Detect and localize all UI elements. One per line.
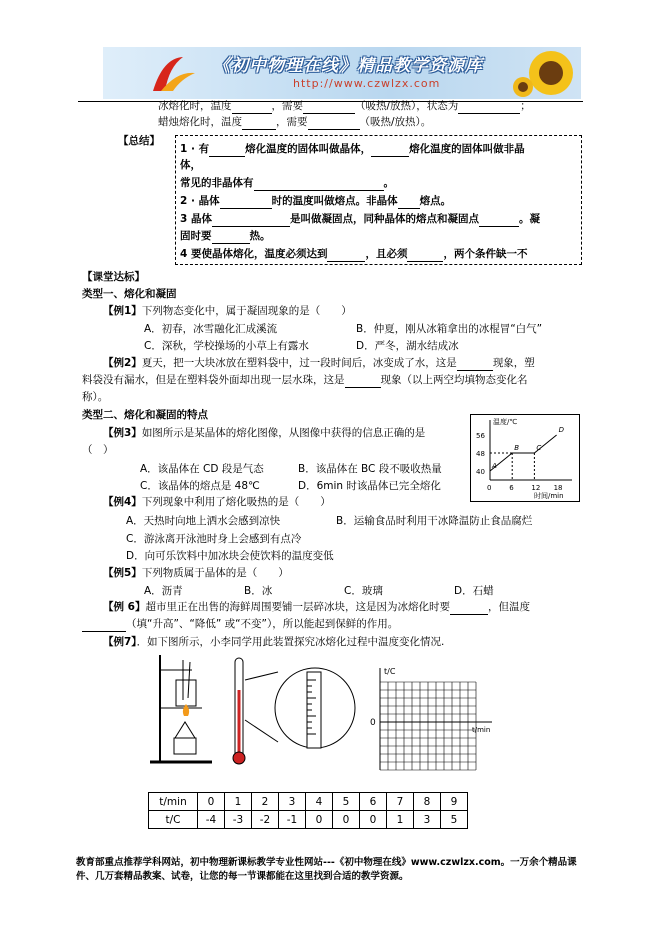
thermometer-icon bbox=[233, 658, 245, 764]
example-4: 【例4】下列现象中利用了熔化吸热的是（ ） bbox=[103, 496, 331, 508]
x-axis-label: 时间/min bbox=[534, 492, 564, 500]
table-header: t/min bbox=[149, 793, 198, 811]
table-cell: 3 bbox=[279, 793, 306, 811]
blank-temperature-grid bbox=[360, 664, 500, 780]
magnified-scale-icon bbox=[245, 668, 355, 748]
summary-item-4: 4 要使晶体熔化，温度必须达到 ，且必须 ，两个条件缺一不 bbox=[180, 248, 528, 260]
example-2-cont: 料袋没有漏水，但是在塑料袋外面却出现一层水珠，这是 现象（以上两空均填物态变化名 bbox=[82, 374, 528, 386]
example-7: 【例7】．如下图所示，小李同学用此装置探究冰熔化过程中温度变化情况. bbox=[103, 636, 445, 648]
point-label: A bbox=[492, 462, 497, 470]
x-tick-label: 18 bbox=[553, 484, 563, 492]
type-1-heading: 类型一、熔化和凝固 bbox=[82, 288, 177, 300]
option-a[interactable]: A．初春，冰雪融化汇成溪流 bbox=[144, 323, 278, 335]
option-c[interactable]: C．深秋，学校操场的小草上有露水 bbox=[144, 340, 309, 352]
table-row bbox=[149, 793, 468, 811]
summary-item-1b: 体， bbox=[180, 159, 201, 171]
option-c[interactable]: C．玻璃 bbox=[344, 585, 383, 597]
example-6-cont: （填“升高”、“降低” 或“不变”），所以能起到保鲜的作用。 bbox=[82, 617, 398, 632]
option-b[interactable]: B．冰 bbox=[244, 585, 273, 597]
sunflower-icon bbox=[509, 47, 579, 99]
table-cell: 1 bbox=[387, 811, 414, 829]
y-axis-label: 温度/℃ bbox=[493, 418, 518, 426]
option-c[interactable]: C．游泳离开泳池时身上会感到有点冷 bbox=[126, 533, 302, 545]
example-3-paren: （ ） bbox=[82, 444, 114, 456]
melting-graph bbox=[470, 414, 580, 502]
option-d[interactable]: D．向可乐饮料中加冰块会使饮料的温度变低 bbox=[126, 550, 334, 562]
option-a[interactable]: A．该晶体在 CD 段是气态 bbox=[140, 463, 264, 475]
example-2-end: 称）。 bbox=[82, 391, 109, 403]
page-footer bbox=[76, 856, 586, 884]
table-cell: -2 bbox=[252, 811, 279, 829]
option-b[interactable]: B．该晶体在 BC 段不吸收热量 bbox=[298, 463, 442, 475]
table-header: t/C bbox=[149, 811, 198, 829]
header-banner bbox=[103, 47, 581, 99]
apparatus-illustration bbox=[150, 650, 360, 770]
table-cell: -4 bbox=[198, 811, 225, 829]
x-tick-label: 0 bbox=[487, 484, 492, 492]
x-tick-label: 6 bbox=[509, 484, 514, 492]
example-5: 【例5】下列物质属于晶体的是（ ） bbox=[103, 567, 289, 579]
summary-item-1c: 常见的非晶体有 。 bbox=[180, 177, 394, 189]
table-cell: 0 bbox=[306, 811, 333, 829]
table-cell: 2 bbox=[252, 793, 279, 811]
option-d[interactable]: D．严冬，湖水结成冰 bbox=[356, 340, 459, 352]
logo-icon bbox=[143, 53, 203, 95]
y-tick-label: 56 bbox=[476, 432, 485, 440]
example-3: 【例3】如图所示是某晶体的熔化图像，从图像中获得的信息正确的是 bbox=[103, 427, 426, 439]
example-6: 【例 6】超市里正在出售的海鲜周围要铺一层碎冰块，这是因为冰熔化时要 ，但温度 bbox=[103, 601, 530, 613]
table-cell: 6 bbox=[360, 793, 387, 811]
example-1: 【例1】下列物态变化中，属于凝固现象的是（ ） bbox=[103, 305, 352, 317]
option-a[interactable]: A．天热时向地上洒水会感到凉快 bbox=[126, 515, 281, 527]
table-cell: 7 bbox=[387, 793, 414, 811]
wax-melting-line: 蜡烛熔化时，温度 ，需要 （吸热/放热）。 bbox=[158, 116, 432, 128]
section-title: 【课堂达标】 bbox=[82, 271, 145, 283]
table-row bbox=[149, 811, 468, 829]
y-axis-label: t/C bbox=[384, 667, 396, 676]
point-label: B bbox=[514, 444, 520, 452]
banner-title: 《初中物理在线》精品教学资源库 bbox=[213, 56, 483, 76]
x-axis-label: t/min bbox=[472, 726, 491, 734]
option-d[interactable]: D．石蜡 bbox=[454, 585, 494, 597]
table-cell: 4 bbox=[306, 793, 333, 811]
blank[interactable] bbox=[458, 99, 520, 114]
data-table bbox=[148, 792, 468, 829]
summary-label: 【总结】 bbox=[118, 135, 160, 147]
blank[interactable] bbox=[232, 99, 272, 114]
y-tick-label: 48 bbox=[476, 450, 485, 458]
y-tick-label: 40 bbox=[476, 468, 485, 476]
table-cell: 9 bbox=[441, 793, 468, 811]
type-2-heading: 类型二、熔化和凝固的特点 bbox=[82, 409, 208, 421]
footer-line: 件、几万套精品教案、试卷，让您的每一节课都能在这里找到合适的教学资源。 bbox=[76, 871, 409, 882]
option-c[interactable]: C．该晶体的熔点是 48℃ bbox=[140, 480, 260, 492]
table-cell: 0 bbox=[360, 811, 387, 829]
table-cell: 8 bbox=[414, 793, 441, 811]
ice-melting-line: 冰熔化时，温度 ，需要 （吸热/放热），状态为 ； bbox=[158, 100, 531, 112]
x-tick-label: 12 bbox=[531, 484, 541, 492]
table-cell: 3 bbox=[414, 811, 441, 829]
table-cell: 1 bbox=[225, 793, 252, 811]
banner-url: http://www.czwlzx.com bbox=[293, 77, 441, 90]
point-label: D bbox=[558, 426, 564, 434]
option-a[interactable]: A．沥青 bbox=[144, 585, 183, 597]
summary-item-2: 2 · 晶体 时的温度叫做熔点。非晶体 熔点。 bbox=[180, 195, 452, 207]
example-2: 【例2】夏天，把一大块冰放在塑料袋中，过一段时间后，冰变成了水，这是 现象，塑 bbox=[103, 357, 535, 369]
summary-item-3: 3 晶体 是叫做凝固点，同种晶体的熔点和凝固点 。凝 bbox=[180, 213, 540, 225]
table-cell: 5 bbox=[441, 811, 468, 829]
option-b[interactable]: B．运输食品时利用干冰降温防止食品腐烂 bbox=[336, 515, 533, 527]
table-cell: -1 bbox=[279, 811, 306, 829]
blank[interactable] bbox=[242, 115, 276, 130]
blank[interactable] bbox=[308, 115, 360, 130]
table-cell: 0 bbox=[198, 793, 225, 811]
footer-line: 教育部重点推荐学科网站，初中物理新课标教学专业性网站---《初中物理在线》www.czwlzx.com。一万余个精品课 bbox=[76, 857, 577, 868]
blank[interactable] bbox=[303, 99, 355, 114]
alcohol-lamp-icon bbox=[174, 704, 196, 754]
summary-item-3b: 固时要 热。 bbox=[180, 230, 271, 242]
option-d[interactable]: D．6min 时该晶体已完全熔化 bbox=[298, 480, 441, 492]
option-b[interactable]: B．仲夏，刚从冰箱拿出的冰棍冒“白气” bbox=[356, 323, 543, 335]
point-label: C bbox=[536, 444, 542, 452]
table-cell: 5 bbox=[333, 793, 360, 811]
origin-label: 0 bbox=[370, 718, 376, 728]
table-cell: 0 bbox=[333, 811, 360, 829]
table-cell: -3 bbox=[225, 811, 252, 829]
summary-item-1: 1 · 有 熔化温度的固体叫做晶体， 熔化温度的固体叫做非晶 bbox=[180, 143, 525, 155]
